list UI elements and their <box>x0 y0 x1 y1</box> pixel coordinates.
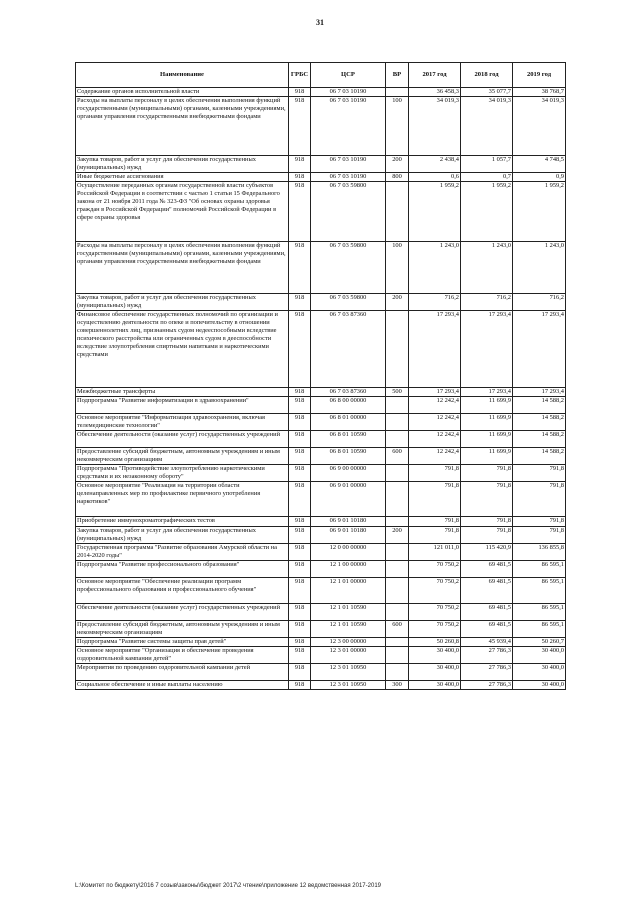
row-amount-2017: 12 242,4 <box>409 414 461 431</box>
row-amount-2018: 69 481,5 <box>461 578 513 604</box>
row-csr: 06 8 01 00000 <box>311 414 386 431</box>
row-grbs: 918 <box>289 242 311 294</box>
row-amount-2019: 17 293,4 <box>513 388 566 397</box>
table-row <box>76 311 566 388</box>
row-grbs: 918 <box>289 638 311 647</box>
row-amount-2019: 30 400,0 <box>513 647 566 664</box>
row-amount-2019: 4 748,5 <box>513 156 566 173</box>
row-csr: 12 1 00 00000 <box>311 561 386 578</box>
row-amount-2017: 17 293,4 <box>409 388 461 397</box>
row-amount-2018: 11 699,9 <box>461 431 513 448</box>
row-name: Подпрограмма "Развитие профессионального образования" <box>76 561 289 578</box>
row-amount-2019: 14 588,2 <box>513 431 566 448</box>
row-grbs: 918 <box>289 578 311 604</box>
row-grbs: 918 <box>289 604 311 621</box>
row-amount-2017: 36 458,3 <box>409 88 461 97</box>
row-grbs: 918 <box>289 182 311 242</box>
row-csr: 06 7 03 59800 <box>311 182 386 242</box>
row-vr <box>386 544 409 561</box>
row-amount-2018: 35 077,7 <box>461 88 513 97</box>
row-csr: 06 7 03 10190 <box>311 156 386 173</box>
row-amount-2018: 27 786,3 <box>461 681 513 690</box>
row-vr: 600 <box>386 621 409 638</box>
row-grbs: 918 <box>289 88 311 97</box>
row-amount-2019: 14 588,2 <box>513 397 566 414</box>
row-csr: 06 8 01 10590 <box>311 448 386 465</box>
row-amount-2019: 1 959,2 <box>513 182 566 242</box>
row-name: Социальное обеспечение и иные выплаты населению <box>76 681 289 690</box>
row-name: Закупка товаров, работ и услуг для обеспечения государственных (муниципальных) нужд <box>76 527 289 544</box>
row-amount-2019: 86 595,1 <box>513 621 566 638</box>
row-amount-2018: 0,7 <box>461 173 513 182</box>
row-vr <box>386 561 409 578</box>
row-vr: 200 <box>386 156 409 173</box>
row-vr <box>386 431 409 448</box>
row-vr: 200 <box>386 294 409 311</box>
table-row <box>76 242 566 294</box>
row-grbs: 918 <box>289 621 311 638</box>
row-vr <box>386 578 409 604</box>
row-csr: 12 0 00 00000 <box>311 544 386 561</box>
row-amount-2017: 791,8 <box>409 482 461 517</box>
row-amount-2017: 17 293,4 <box>409 311 461 388</box>
row-grbs: 918 <box>289 397 311 414</box>
row-name: Содержание органов исполнительной власти <box>76 88 289 97</box>
row-amount-2017: 791,8 <box>409 517 461 527</box>
row-vr <box>386 311 409 388</box>
row-grbs: 918 <box>289 561 311 578</box>
table-row <box>76 156 566 173</box>
row-amount-2019: 30 400,0 <box>513 681 566 690</box>
row-grbs: 918 <box>289 527 311 544</box>
row-grbs: 918 <box>289 664 311 681</box>
row-amount-2017: 1 959,2 <box>409 182 461 242</box>
row-amount-2019: 14 588,2 <box>513 414 566 431</box>
row-name: Государственная программа "Развитие образования Амурской области на 2014-2020 годы" <box>76 544 289 561</box>
row-vr <box>386 517 409 527</box>
row-vr <box>386 397 409 414</box>
row-amount-2019: 38 768,7 <box>513 88 566 97</box>
row-amount-2017: 121 011,0 <box>409 544 461 561</box>
row-grbs: 918 <box>289 448 311 465</box>
header-2017: 2017 год <box>409 63 461 88</box>
row-amount-2017: 1 243,0 <box>409 242 461 294</box>
table-row <box>76 173 566 182</box>
row-csr: 12 1 01 10590 <box>311 621 386 638</box>
row-amount-2018: 11 699,9 <box>461 397 513 414</box>
row-amount-2017: 30 400,0 <box>409 647 461 664</box>
row-name: Приобретение иммунохроматографических тестов <box>76 517 289 527</box>
row-name: Основное мероприятие "Реализация на территории области целенаправленных мер по профилактике первичного употребления наркотиков" <box>76 482 289 517</box>
row-amount-2018: 1 243,0 <box>461 242 513 294</box>
table-row <box>76 294 566 311</box>
row-amount-2017: 791,8 <box>409 465 461 482</box>
table-row <box>76 664 566 681</box>
row-csr: 12 3 01 10950 <box>311 681 386 690</box>
row-amount-2017: 34 019,3 <box>409 97 461 156</box>
row-grbs: 918 <box>289 544 311 561</box>
header-2019: 2019 год <box>513 63 566 88</box>
row-amount-2019: 50 260,7 <box>513 638 566 647</box>
header-vr: ВР <box>386 63 409 88</box>
row-grbs: 918 <box>289 156 311 173</box>
row-name: Обеспечение деятельности (оказание услуг) государственных учреждений <box>76 604 289 621</box>
row-csr: 06 7 03 59800 <box>311 242 386 294</box>
row-name: Подпрограмма "Развитие информатизации в здравоохранении" <box>76 397 289 414</box>
row-grbs: 918 <box>289 647 311 664</box>
row-vr <box>386 482 409 517</box>
row-vr <box>386 604 409 621</box>
row-grbs: 918 <box>289 681 311 690</box>
row-name: Межбюджетные трансферты <box>76 388 289 397</box>
row-name: Основное мероприятие "Организация и обеспечение проведения оздоровительной кампании детей" <box>76 647 289 664</box>
header-2018: 2018 год <box>461 63 513 88</box>
table-row <box>76 604 566 621</box>
row-amount-2019: 791,8 <box>513 517 566 527</box>
table-row <box>76 578 566 604</box>
row-grbs: 918 <box>289 311 311 388</box>
row-vr <box>386 638 409 647</box>
row-amount-2019: 791,8 <box>513 527 566 544</box>
row-amount-2018: 791,8 <box>461 482 513 517</box>
row-name: Иные бюджетные ассигнования <box>76 173 289 182</box>
row-name: Закупка товаров, работ и услуг для обеспечения государственных (муниципальных) нужд <box>76 294 289 311</box>
row-amount-2019: 30 400,0 <box>513 664 566 681</box>
row-amount-2017: 70 750,2 <box>409 604 461 621</box>
row-vr <box>386 647 409 664</box>
row-amount-2019: 14 588,2 <box>513 448 566 465</box>
table-row <box>76 88 566 97</box>
row-amount-2017: 70 750,2 <box>409 621 461 638</box>
row-amount-2018: 69 481,5 <box>461 561 513 578</box>
row-amount-2018: 69 481,5 <box>461 621 513 638</box>
row-amount-2019: 86 595,1 <box>513 604 566 621</box>
row-amount-2017: 50 260,8 <box>409 638 461 647</box>
row-csr: 06 9 01 10180 <box>311 527 386 544</box>
row-amount-2017: 70 750,2 <box>409 578 461 604</box>
page-number: 31 <box>316 18 324 27</box>
row-name: Подпрограмма "Противодействие злоупотреблению наркотическими средствами и их незаконному обороту" <box>76 465 289 482</box>
table-row <box>76 561 566 578</box>
table-row <box>76 182 566 242</box>
table-row <box>76 647 566 664</box>
row-vr: 300 <box>386 681 409 690</box>
row-vr: 800 <box>386 173 409 182</box>
row-grbs: 918 <box>289 517 311 527</box>
row-name: Предоставление субсидий бюджетным, автономным учреждениям и иным некоммерческим организациям <box>76 621 289 638</box>
row-grbs: 918 <box>289 482 311 517</box>
row-amount-2018: 11 699,9 <box>461 448 513 465</box>
row-vr <box>386 414 409 431</box>
row-amount-2017: 30 400,0 <box>409 681 461 690</box>
table-row <box>76 465 566 482</box>
row-vr: 600 <box>386 448 409 465</box>
row-amount-2019: 791,8 <box>513 482 566 517</box>
row-amount-2017: 12 242,4 <box>409 431 461 448</box>
row-amount-2018: 115 420,9 <box>461 544 513 561</box>
row-vr: 100 <box>386 97 409 156</box>
row-amount-2018: 69 481,5 <box>461 604 513 621</box>
row-amount-2017: 30 400,0 <box>409 664 461 681</box>
row-amount-2019: 86 595,1 <box>513 578 566 604</box>
row-amount-2017: 0,6 <box>409 173 461 182</box>
row-vr: 200 <box>386 527 409 544</box>
row-amount-2018: 17 293,4 <box>461 388 513 397</box>
row-name: Закупка товаров, работ и услуг для обеспечения государственных (муниципальных) нужд <box>76 156 289 173</box>
row-amount-2018: 27 786,3 <box>461 664 513 681</box>
row-name: Обеспечение деятельности (оказание услуг) государственных учреждений <box>76 431 289 448</box>
row-csr: 06 7 03 10190 <box>311 88 386 97</box>
row-name: Предоставление субсидий бюджетным, автономным учреждениям и иным некоммерческим организациям <box>76 448 289 465</box>
row-csr: 06 8 01 10590 <box>311 431 386 448</box>
table-row <box>76 448 566 465</box>
row-amount-2019: 791,8 <box>513 465 566 482</box>
row-csr: 06 9 01 00000 <box>311 482 386 517</box>
table-header-row <box>76 63 566 88</box>
row-grbs: 918 <box>289 388 311 397</box>
row-csr: 06 7 03 59800 <box>311 294 386 311</box>
row-csr: 12 1 01 00000 <box>311 578 386 604</box>
row-amount-2018: 27 786,3 <box>461 647 513 664</box>
row-amount-2018: 34 019,3 <box>461 97 513 156</box>
row-name: Расходы на выплаты персоналу в целях обеспечения выполнения функций государственными (муниципальными) органами, казенными учреждениями, органами управления государственными внебюджетными фондами <box>76 242 289 294</box>
row-amount-2018: 791,8 <box>461 517 513 527</box>
file-path-footer: L:\Комитет по бюджету\2016 7 созыв\законы\бюджет 2017\2 чтение\приложение 12 ведомственная 2017-2019 <box>75 883 381 889</box>
row-grbs: 918 <box>289 294 311 311</box>
header-grbs: ГРБС <box>289 63 311 88</box>
table-row <box>76 681 566 690</box>
row-amount-2019: 1 243,0 <box>513 242 566 294</box>
row-amount-2019: 86 595,1 <box>513 561 566 578</box>
row-csr: 06 7 03 10190 <box>311 97 386 156</box>
row-csr: 06 7 03 10190 <box>311 173 386 182</box>
row-name: Осуществление переданных органам государственной власти субъектов Российской Федерации в соответствии с частью 1 статьи 15 Федерального закона от 21 ноября 2011 года № 323-ФЗ "Об основах охраны здоровья граждан в Российской Федерации" полномочий Российской Федерации в сфере охраны здоровья <box>76 182 289 242</box>
row-amount-2018: 791,8 <box>461 527 513 544</box>
row-amount-2018: 1 057,7 <box>461 156 513 173</box>
table-row <box>76 397 566 414</box>
table-row <box>76 621 566 638</box>
row-amount-2019: 136 855,8 <box>513 544 566 561</box>
row-amount-2018: 45 939,4 <box>461 638 513 647</box>
row-amount-2018: 716,2 <box>461 294 513 311</box>
row-name: Мероприятия по проведению оздоровительной кампании детей <box>76 664 289 681</box>
row-vr <box>386 664 409 681</box>
row-csr: 12 1 01 10590 <box>311 604 386 621</box>
row-amount-2018: 17 293,4 <box>461 311 513 388</box>
table-row <box>76 517 566 527</box>
row-vr: 100 <box>386 242 409 294</box>
row-csr: 06 7 03 87360 <box>311 388 386 397</box>
budget-table <box>75 62 566 690</box>
header-name: Наименование <box>76 63 289 88</box>
row-csr: 06 9 01 10180 <box>311 517 386 527</box>
table-row <box>76 544 566 561</box>
row-name: Финансовое обеспечение государственных полномочий по организации и осуществлению деятельности по опеке и попечительству в отношении совершеннолетних лиц, признанных судом недееспособными вследствие психического расстройства или ограниченных судом в дееспособности вследствие злоупотребления спиртными напитками и наркотическими средствами <box>76 311 289 388</box>
row-amount-2017: 70 750,2 <box>409 561 461 578</box>
row-name: Расходы на выплаты персоналу в целях обеспечения выполнения функций государственными (муниципальными) органами, казенными учреждениями, органами управления государственными внебюджетными фондами <box>76 97 289 156</box>
row-amount-2018: 11 699,9 <box>461 414 513 431</box>
row-grbs: 918 <box>289 431 311 448</box>
row-csr: 12 3 00 00000 <box>311 638 386 647</box>
row-amount-2017: 12 242,4 <box>409 448 461 465</box>
row-grbs: 918 <box>289 97 311 156</box>
row-csr: 06 9 00 00000 <box>311 465 386 482</box>
table-row <box>76 414 566 431</box>
row-grbs: 918 <box>289 414 311 431</box>
row-csr: 12 3 01 10950 <box>311 664 386 681</box>
row-amount-2019: 34 019,3 <box>513 97 566 156</box>
row-vr <box>386 88 409 97</box>
row-amount-2017: 12 242,4 <box>409 397 461 414</box>
table-row <box>76 527 566 544</box>
row-name: Основное мероприятие "Информатизация здравоохранения, включая телемедицинские технологии" <box>76 414 289 431</box>
row-amount-2017: 791,8 <box>409 527 461 544</box>
table-row <box>76 431 566 448</box>
row-name: Основное мероприятие "Обеспечение реализации программ профессионального образования и профессионального обучения" <box>76 578 289 604</box>
row-csr: 06 8 00 00000 <box>311 397 386 414</box>
row-grbs: 918 <box>289 173 311 182</box>
row-amount-2018: 1 959,2 <box>461 182 513 242</box>
row-vr <box>386 182 409 242</box>
row-name: Подпрограмма "Развитие системы защиты прав детей" <box>76 638 289 647</box>
table-row <box>76 97 566 156</box>
row-grbs: 918 <box>289 465 311 482</box>
row-vr <box>386 465 409 482</box>
table-row <box>76 638 566 647</box>
row-csr: 06 7 03 87360 <box>311 311 386 388</box>
row-amount-2019: 716,2 <box>513 294 566 311</box>
table-row <box>76 388 566 397</box>
row-amount-2017: 716,2 <box>409 294 461 311</box>
row-csr: 12 3 01 00000 <box>311 647 386 664</box>
row-vr: 500 <box>386 388 409 397</box>
row-amount-2019: 0,9 <box>513 173 566 182</box>
header-csr: ЦСР <box>311 63 386 88</box>
row-amount-2017: 2 438,4 <box>409 156 461 173</box>
row-amount-2018: 791,8 <box>461 465 513 482</box>
table-row <box>76 482 566 517</box>
row-amount-2019: 17 293,4 <box>513 311 566 388</box>
